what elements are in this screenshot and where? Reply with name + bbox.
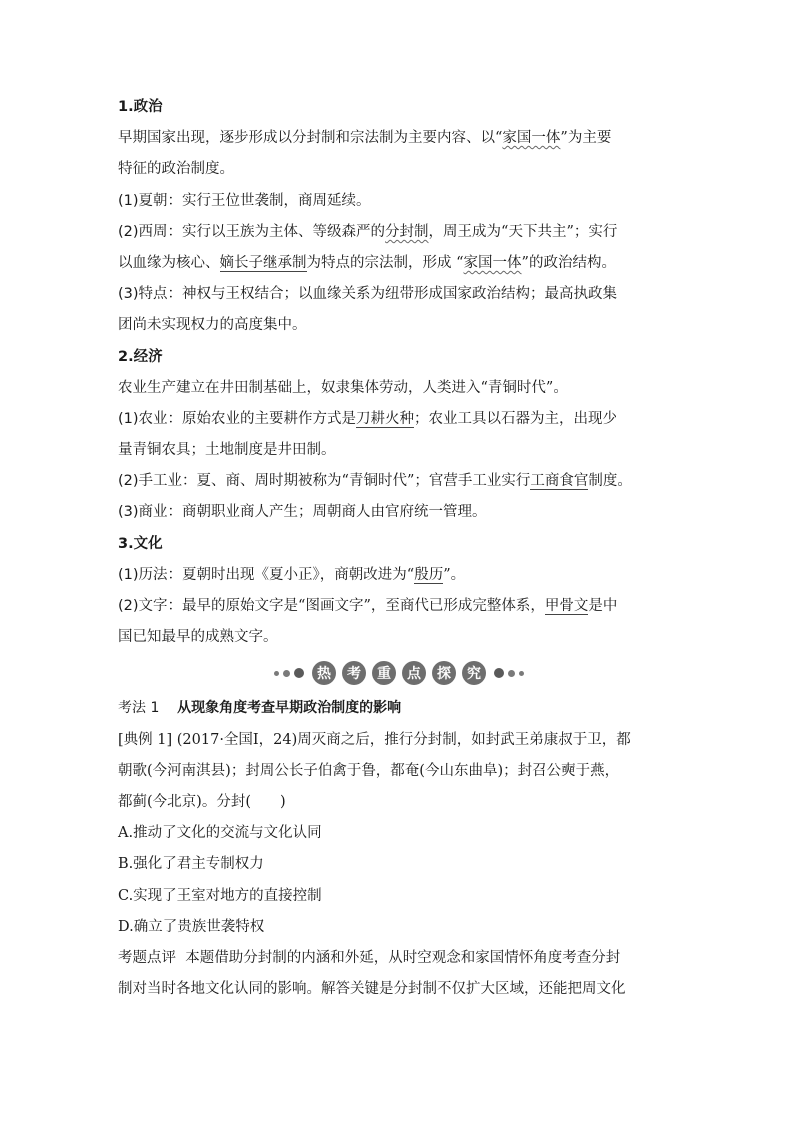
wavy-underline-term: 分封制 [385, 223, 429, 240]
text-span: ”。 [443, 566, 466, 583]
section-heading-culture: 3.文化 [118, 535, 163, 552]
economy-agri-line-2: 量青铜农具；土地制度是井田制。 [118, 442, 336, 459]
section-heading-politics: 1.政治 [118, 99, 163, 115]
economy-agri-line-1 [118, 404, 680, 435]
wavy-underline-term: 家国一体 [463, 254, 522, 271]
review-label: 考题点评 [118, 949, 176, 966]
review-line-1 [118, 943, 680, 974]
banner-dots-left [274, 668, 304, 678]
text-span: ：原始农业的主要耕作方式是 [167, 410, 357, 427]
example-line-3: 都蓟(今北京)。分封( ) [118, 793, 286, 810]
underline-term: 殷历 [414, 566, 444, 583]
option-c: C.实现了王室对地方的直接控制 [118, 887, 322, 904]
banner-char: 热 [312, 661, 336, 685]
banner-char: 探 [432, 661, 456, 685]
option-a: A.推动了文化的交流与文化认同 [118, 825, 322, 842]
dot-icon [494, 668, 504, 678]
dot-icon [508, 670, 515, 677]
dot-icon [294, 668, 304, 678]
banner-char: 点 [402, 661, 426, 685]
section-banner [118, 653, 680, 693]
text-span: ：神权与王权结合；以血缘关系为纽带形成国家政治结构；最高执政集 [167, 286, 618, 303]
culture-writing-line-2: 国已知最早的成熟文字。 [118, 629, 278, 646]
item-label: (1)夏朝 [118, 192, 168, 209]
method-title: 从现象角度考查早期政治制度的影响 [177, 700, 402, 717]
banner-char: 重 [372, 661, 396, 685]
politics-zhou-line-1 [118, 217, 680, 248]
underline-term: 嫡长子继承制 [219, 254, 307, 271]
text-span: 为特点的宗法制，形成 “ [306, 254, 464, 271]
item-label: (2)西周 [118, 223, 168, 240]
text-span: ，周王成为“天下共主”；实行 [428, 223, 618, 240]
underline-term: 甲骨文 [544, 598, 589, 614]
economy-intro: 农业生产建立在井田制基础上，奴隶集体劳动，人类进入“青铜时代”。 [118, 379, 568, 396]
culture-calendar [118, 560, 680, 591]
text-span: ：夏、商、周时期被称为“青铜时代”；官营手工业实行 [182, 473, 531, 490]
banner-dots-right [494, 668, 524, 678]
text-span: ：商朝职业商人产生；周朝商人由官府统一管理。 [167, 504, 487, 521]
item-label: (3)特点 [118, 286, 168, 303]
dot-icon [519, 671, 524, 676]
banner-title [312, 661, 486, 685]
politics-intro-line-2: 特征的政治制度。 [118, 161, 234, 178]
text-span: 是中 [588, 598, 618, 614]
politics-intro-line-1 [118, 123, 680, 154]
dot-icon [274, 671, 279, 676]
text-span: ”的政治结构。 [521, 254, 616, 271]
item-label: (3)商业 [118, 504, 168, 521]
dot-icon [283, 670, 290, 677]
item-label: (1)历法 [118, 566, 168, 583]
economy-commerce [118, 497, 680, 528]
item-label: (1)农业 [118, 410, 168, 427]
banner-char: 究 [462, 661, 486, 685]
text-span: ；农业工具以石器为主，出现少 [414, 410, 618, 427]
text-span: 本题借助分封制的内涵和外延，从时空观念和家国情怀角度考查分封 [185, 949, 621, 966]
text-span: 早期国家出现，逐步形成以分封制和宗法制为主要内容、以“ [118, 130, 503, 147]
politics-zhou-line-2 [118, 248, 680, 279]
text-span: ”为主要 [560, 130, 612, 147]
option-b: B.强化了君主专制权力 [118, 856, 264, 873]
item-label: (2)文字 [118, 598, 168, 614]
banner-char: 考 [342, 661, 366, 685]
text-span: 制度。 [588, 473, 632, 490]
wavy-underline-term: 家国一体 [502, 130, 561, 147]
text-span: ：夏朝时出现《夏小正》，商朝改进为“ [167, 566, 415, 583]
method-label: 考法 1 [118, 700, 160, 717]
review-line-2: 制对当时各地文化认同的影响。解答关键是分封制不仅扩大区域，还能把周文化 [118, 981, 626, 998]
text-span: ：实行王位世袭制，商周延续。 [167, 192, 371, 209]
politics-feature-line-1 [118, 279, 680, 310]
item-label: (2)手工业 [118, 473, 183, 490]
politics-feature-line-2: 团尚未实现权力的高度集中。 [118, 317, 307, 334]
section-heading-economy: 2.经济 [118, 348, 163, 365]
method-heading [118, 693, 680, 724]
underline-term: 工商食官 [530, 473, 589, 490]
document-page [118, 92, 680, 1005]
option-d: D.确立了贵族世袭特权 [118, 918, 265, 935]
text-span: ：最早的原始文字是“图画文字”，至商代已形成完整体系， [167, 598, 545, 614]
economy-craft [118, 466, 680, 497]
underline-term: 刀耕火种 [356, 410, 415, 427]
text-span: 以血缘为核心、 [118, 254, 220, 271]
example-line-1: [典例 1] (2017·全国Ⅰ，24)周灭商之后，推行分封制，如封武王弟康叔于卫，都 [118, 731, 631, 748]
culture-writing-line-1 [118, 591, 680, 622]
example-line-2: 朝歌(今河南淇县)；封周公长子伯禽于鲁，都奄(今山东曲阜)；封召公奭于燕， [118, 762, 620, 779]
politics-xia [118, 186, 680, 217]
text-span: ：实行以王族为主体、等级森严的 [167, 223, 386, 240]
